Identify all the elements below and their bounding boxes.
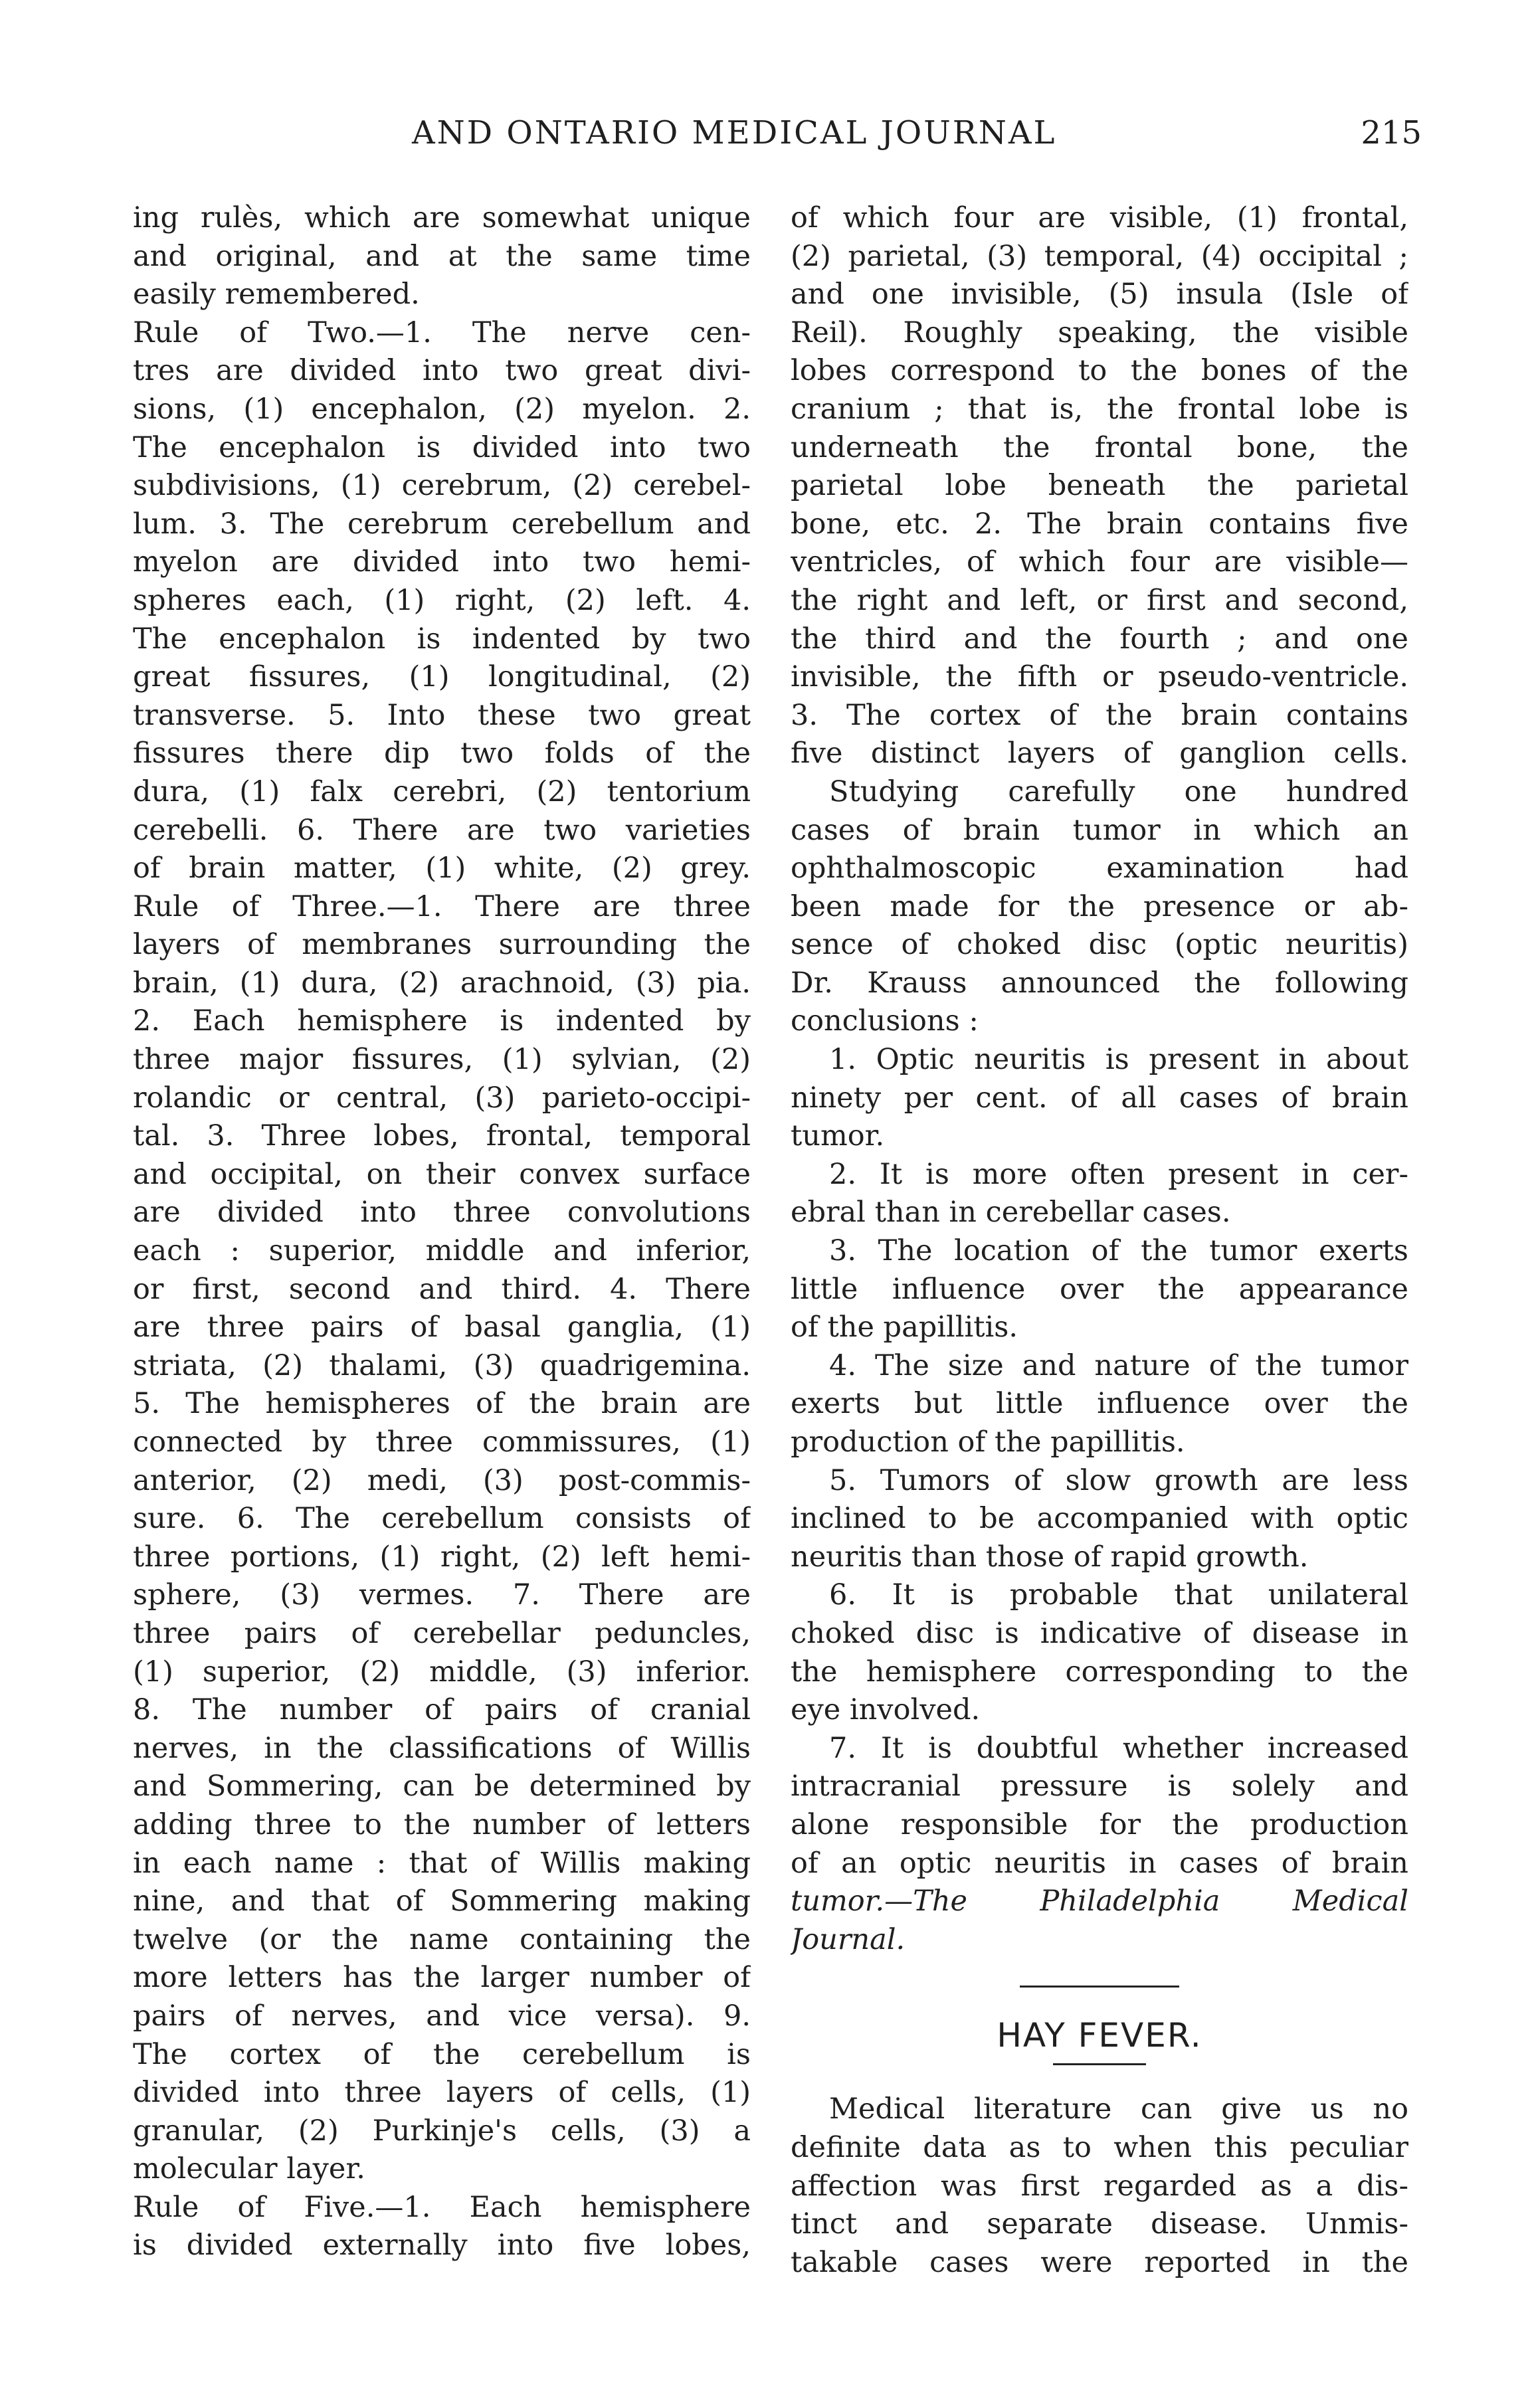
text-line: the right and left, or first and second, — [791, 583, 1408, 617]
text-line: choked disc is indicative of disease in — [791, 1616, 1408, 1650]
text-line: dura, (1) falx cerebri, (2) tentorium — [133, 775, 751, 808]
text-line: tumor. — [791, 1119, 885, 1153]
text-line: nine, and that of Sommering making — [133, 1885, 751, 1918]
text-line: Journal. — [791, 1922, 906, 1956]
text-line: and Sommering, can be determined by — [133, 1770, 751, 1804]
text-line: and one invisible, (5) insula (Isle of — [791, 278, 1408, 312]
text-line: 5. The hemispheres of the brain are — [133, 1387, 751, 1421]
text-line: of which four are visible, (1) frontal, — [791, 201, 1408, 234]
text-line: takable cases were reported in the — [791, 2245, 1408, 2279]
text-line: striata, (2) thalami, (3) quadrigemina. — [133, 1348, 751, 1382]
text-line: Rule of Five.—1. Each hemisphere — [133, 2190, 751, 2224]
text-line: The encephalon is divided into two — [133, 430, 751, 464]
text-line: parietal lobe beneath the parietal — [791, 469, 1408, 503]
text-line: (2) parietal, (3) temporal, (4) occipital ; — [791, 239, 1408, 273]
text-line: sence of choked disc (optic neuritis) — [791, 928, 1408, 962]
text-line: Rule of Three.—1. There are three — [133, 889, 751, 923]
text-line: lum. 3. The cerebrum cerebellum and — [133, 507, 751, 541]
text-line: 5. Tumors of slow growth are less — [829, 1463, 1408, 1497]
text-line: 7. It is doubtful whether increased — [829, 1731, 1408, 1765]
text-line: subdivisions, (1) cerebrum, (2) cerebel- — [133, 469, 751, 503]
right-column — [791, 199, 1408, 2282]
text-line: of an optic neuritis in cases of brain — [791, 1846, 1408, 1880]
section-heading-hay-fever: HAY FEVER. — [997, 2016, 1202, 2055]
text-line: layers of membranes surrounding the — [133, 928, 751, 962]
text-line: connected by three commissures, (1) — [133, 1426, 751, 1459]
text-line: underneath the frontal bone, the — [791, 430, 1408, 464]
text-line: Rule of Two.—1. The nerve cen- — [133, 316, 751, 349]
text-line: divided into three layers of cells, (1) — [133, 2076, 751, 2110]
text-line: Reil). Roughly speaking, the visible — [791, 316, 1408, 349]
text-line: The cortex of the cerebellum is — [133, 2037, 751, 2071]
text-line: are divided into three convolutions — [133, 1196, 751, 1230]
text-line: 1. Optic neuritis is present in about — [829, 1043, 1408, 1077]
section-divider — [1020, 1986, 1179, 1988]
text-line: cerebelli. 6. There are two varieties — [133, 813, 751, 847]
text-line: 6. It is probable that unilateral — [829, 1578, 1408, 1612]
running-title: AND ONTARIO MEDICAL JOURNAL — [412, 114, 1057, 151]
text-line: tal. 3. Three lobes, frontal, temporal — [133, 1119, 751, 1153]
text-line: is divided externally into five lobes, — [133, 2229, 751, 2263]
text-line: 2. It is more often present in cer- — [829, 1157, 1408, 1191]
heading-underline — [1053, 2063, 1146, 2065]
text-line: cases of brain tumor in which an — [791, 813, 1408, 847]
text-line: cranium ; that is, the frontal lobe is — [791, 392, 1408, 426]
text-line: exerts but little influence over the — [791, 1387, 1408, 1421]
text-line: fissures there dip two folds of the — [133, 737, 751, 771]
text-line: ventricles, of which four are visible— — [791, 545, 1408, 579]
text-line: neuritis than those of rapid growth. — [791, 1540, 1309, 1574]
text-line: spheres each, (1) right, (2) left. 4. — [133, 583, 751, 617]
text-line: adding three to the number of letters — [133, 1807, 751, 1841]
text-line: tinct and separate disease. Unmis- — [791, 2207, 1408, 2241]
text-line: or first, second and third. 4. There — [133, 1272, 751, 1306]
text-line: pairs of nerves, and vice versa). 9. — [133, 1999, 751, 2033]
text-line: rolandic or central, (3) parieto-occipi- — [133, 1081, 751, 1115]
text-line: the third and the fourth ; and one — [791, 622, 1408, 656]
text-line: invisible, the fifth or pseudo-ventricle. — [791, 660, 1408, 694]
text-line: conclusions : — [791, 1004, 979, 1038]
text-line: intracranial pressure is solely and — [791, 1770, 1408, 1804]
text-line: in each name : that of Willis making — [133, 1846, 751, 1880]
text-line: ing rulès, which are somewhat unique — [133, 201, 751, 234]
page-number: 215 — [1361, 114, 1422, 151]
text-line: molecular layer. — [133, 2152, 365, 2186]
text-line: three pairs of cerebellar peduncles, — [133, 1616, 751, 1650]
text-line: been made for the presence or ab- — [791, 889, 1408, 923]
text-line: three portions, (1) right, (2) left hemi- — [133, 1540, 751, 1574]
text-line: sions, (1) encephalon, (2) myelon. 2. — [133, 392, 751, 426]
text-line: production of the papillitis. — [791, 1426, 1185, 1459]
text-line: tres are divided into two great divi- — [133, 354, 751, 388]
text-line: 2. Each hemisphere is indented by — [133, 1004, 751, 1038]
text-line: five distinct layers of ganglion cells. — [791, 737, 1408, 771]
text-line: The encephalon is indented by two — [133, 622, 751, 656]
text-line: nerves, in the classifications of Willis — [133, 1731, 751, 1765]
text-line: each : superior, middle and inferior, — [133, 1234, 751, 1268]
text-line: definite data as to when this peculiar — [791, 2130, 1408, 2164]
text-line: are three pairs of basal ganglia, (1) — [133, 1311, 751, 1344]
text-line: little influence over the appearance — [791, 1272, 1408, 1306]
text-line: 8. The number of pairs of cranial — [133, 1693, 751, 1727]
text-line: Medical literature can give us no — [829, 2092, 1408, 2126]
text-line: inclined to be accompanied with optic — [791, 1502, 1408, 1536]
text-line: lobes correspond to the bones of the — [791, 354, 1408, 388]
text-line: twelve (or the name containing the — [133, 1922, 751, 1956]
text-line: great fissures, (1) longitudinal, (2) — [133, 660, 751, 694]
text-line: affection was first regarded as a dis- — [791, 2169, 1408, 2203]
text-line: ebral than in cerebellar cases. — [791, 1196, 1231, 1230]
text-line: sphere, (3) vermes. 7. There are — [133, 1578, 751, 1612]
text-line: ninety per cent. of all cases of brain — [791, 1081, 1408, 1115]
text-line: bone, etc. 2. The brain contains five — [791, 507, 1408, 541]
text-line: three major fissures, (1) sylvian, (2) — [133, 1043, 751, 1077]
text-line: 3. The cortex of the brain contains — [791, 698, 1408, 732]
left-column — [133, 199, 751, 2265]
running-head — [412, 114, 1422, 154]
text-line: anterior, (2) medi, (3) post-commis- — [133, 1463, 751, 1497]
text-line: brain, (1) dura, (2) arachnoid, (3) pia. — [133, 966, 751, 1000]
text-line: granular, (2) Purkinje's cells, (3) a — [133, 2114, 751, 2148]
text-line: tumor.—The Philadelphia Medical — [791, 1885, 1408, 1918]
text-line: myelon are divided into two hemi- — [133, 545, 751, 579]
text-line: of the papillitis. — [791, 1311, 1018, 1344]
text-line: of brain matter, (1) white, (2) grey. — [133, 852, 751, 885]
text-line: Studying carefully one hundred — [829, 775, 1408, 808]
text-line: more letters has the larger number of — [133, 1961, 751, 1995]
text-line: the hemisphere corresponding to the — [791, 1655, 1408, 1689]
text-line: transverse. 5. Into these two great — [133, 698, 751, 732]
text-line: 4. The size and nature of the tumor — [829, 1348, 1408, 1382]
text-line: eye involved. — [791, 1693, 981, 1727]
text-line: and original, and at the same time — [133, 239, 751, 273]
text-line: alone responsible for the production — [791, 1807, 1408, 1841]
text-line: (1) superior, (2) middle, (3) inferior. — [133, 1655, 751, 1689]
text-line: 3. The location of the tumor exerts — [829, 1234, 1408, 1268]
text-line: sure. 6. The cerebellum consists of — [133, 1502, 751, 1536]
text-line: ophthalmoscopic examination had — [791, 852, 1408, 885]
text-line: Dr. Krauss announced the following — [791, 966, 1408, 1000]
text-line: and occipital, on their convex surface — [133, 1157, 751, 1191]
text-line: easily remembered. — [133, 278, 420, 312]
